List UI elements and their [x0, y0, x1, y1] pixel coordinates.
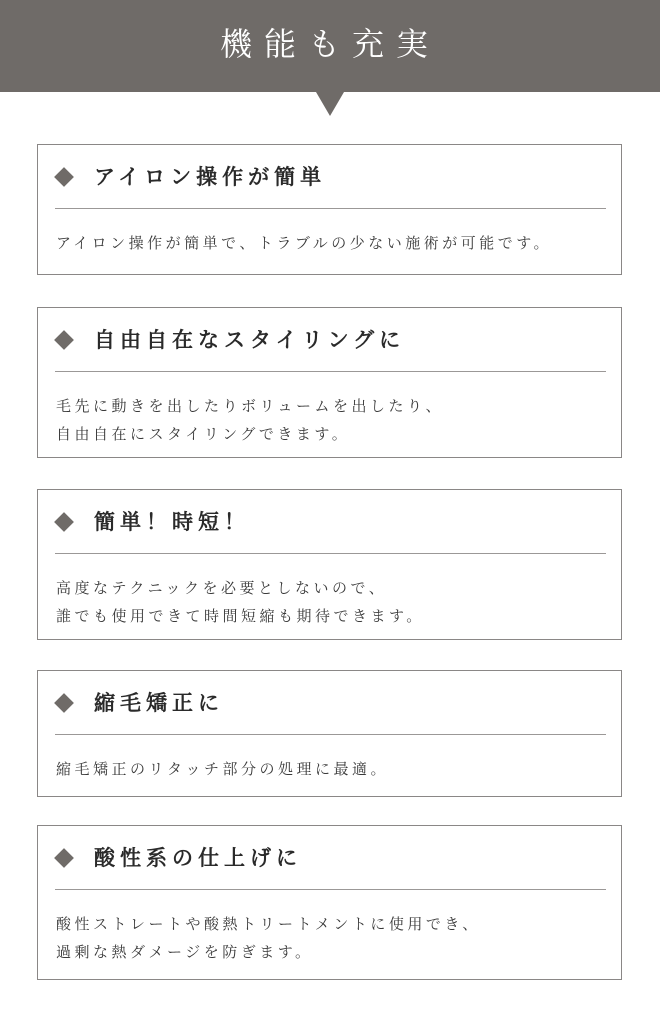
- feature-title: 酸性系の仕上げに: [94, 846, 302, 870]
- diamond-bullet-icon: [54, 330, 74, 350]
- feature-description: [56, 392, 611, 448]
- feature-card-header: [38, 308, 621, 372]
- feature-card: [37, 489, 622, 640]
- down-arrow-icon: [316, 92, 344, 116]
- feature-description: [56, 755, 611, 783]
- diamond-bullet-icon: [54, 512, 74, 532]
- feature-card-header: [38, 145, 621, 209]
- feature-title: アイロン操作が簡単: [94, 165, 327, 189]
- feature-card-header: [38, 490, 621, 554]
- feature-description: [56, 229, 611, 257]
- feature-card: [37, 670, 622, 797]
- feature-title: 自由自在なスタイリングに: [94, 328, 406, 352]
- page-title: 機能も充実: [219, 25, 440, 63]
- feature-description-line: 誰でも使用できて時間短縮も期待できます。: [56, 607, 425, 625]
- feature-description: [56, 574, 611, 630]
- feature-description-line: 酸性ストレートや酸熱トリートメントに使用でき、: [56, 915, 481, 933]
- feature-description-line: 毛先に動きを出したりボリュームを出したり、: [56, 397, 445, 415]
- diamond-bullet-icon: [54, 848, 74, 868]
- header-banner: [0, 0, 660, 92]
- divider: [55, 208, 606, 209]
- feature-description-line: 過剰な熱ダメージを防ぎます。: [56, 943, 314, 961]
- feature-card: [37, 307, 622, 458]
- divider: [55, 734, 606, 735]
- feature-description-line: 高度なテクニックを必要としないので、: [56, 579, 388, 597]
- feature-description: [56, 910, 611, 966]
- divider: [55, 371, 606, 372]
- feature-card: [37, 144, 622, 275]
- feature-description-line: アイロン操作が簡単で、トラブルの少ない施術が可能です。: [56, 234, 553, 252]
- diamond-bullet-icon: [54, 693, 74, 713]
- feature-card-header: [38, 671, 621, 735]
- divider: [55, 553, 606, 554]
- diamond-bullet-icon: [54, 167, 74, 187]
- divider: [55, 889, 606, 890]
- feature-description-line: 縮毛矯正のリタッチ部分の処理に最適。: [56, 760, 390, 778]
- feature-title: 縮毛矯正に: [94, 691, 224, 715]
- feature-title: 簡単！時短！: [94, 510, 250, 534]
- feature-card-header: [38, 826, 621, 890]
- feature-description-line: 自由自在にスタイリングできます。: [56, 425, 351, 443]
- feature-card: [37, 825, 622, 980]
